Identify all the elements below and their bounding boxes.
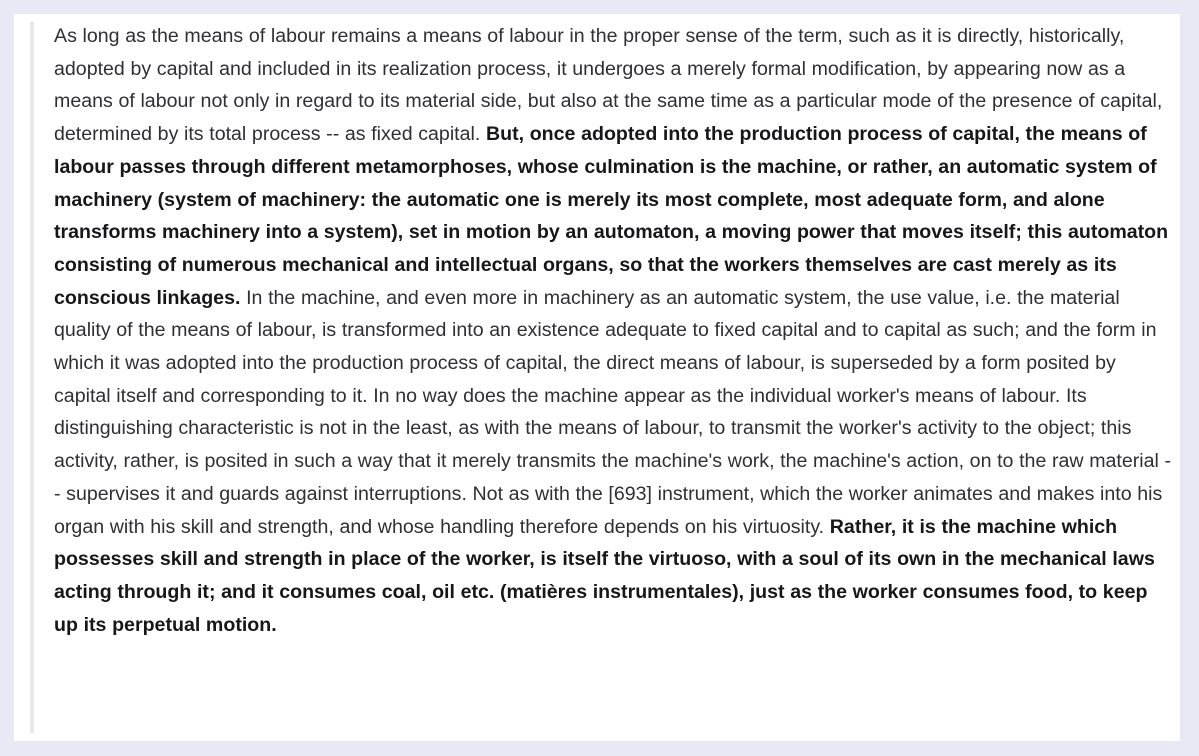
quote-segment-regular: As long as the means of labour remains a means of labour in the proper sense of the term, such as it is directly, historically, adopted by capital and included in its realization process, it undergoes a merely formal modification, by appearing now as a means of labour not only in regard to its material side, but also at the same time as a particular mode of the presence of capital, determined by its total process -- as fixed capital. [54, 25, 1163, 146]
quote-segment-regular: In the machine, and even more in machinery as an automatic system, the use value, i.e. the material quality of the means of labour, is transformed into an existence adequate to fixed capital and to capital as such; and the form in which it was adopted into the production process of capital, the direct means of labour, is superseded by a form posited by capital itself and corresponding to it. In no way does the machine appear as the individual worker's means of labour. Its distinguishing characteristic is not in the least, as with the means of labour, to transmit the worker's activity to the object; this activity, rather, is posited in such a way that it merely transmits the machine's work, the machine's action, on to the raw material -- supervises it and guards against interruptions. Not as with the [693] instrument, which the worker animates and makes into his organ with his skill and strength, and whose handling therefore depends on his virtuosity. [54, 286, 1172, 538]
quote-card [14, 14, 1180, 741]
quote-segment-bold: But, once adopted into the production process of capital, the means of labour passes through different metamorphoses, whose culmination is the machine, or rather, an automatic system of machinery (system of machinery: the automatic one is merely its most complete, most adequate form, and alone transforms machinery into a system), set in motion by an automaton, a moving power that moves itself; this automaton consisting of numerous mechanical and intellectual organs, so that the workers themselves are cast merely as its conscious linkages. [54, 123, 1169, 309]
blockquote-bar [30, 22, 34, 733]
quote-segment-bold: Rather, it is the machine which possesses skill and strength in place of the worker, is itself the virtuoso, with a soul of its own in the mechanical laws acting through it; and it consumes coal, oil etc. (matières instrumentales), just as the worker consumes food, to keep up its perpetual motion. [54, 515, 1155, 636]
blockquote-text [54, 20, 1176, 641]
